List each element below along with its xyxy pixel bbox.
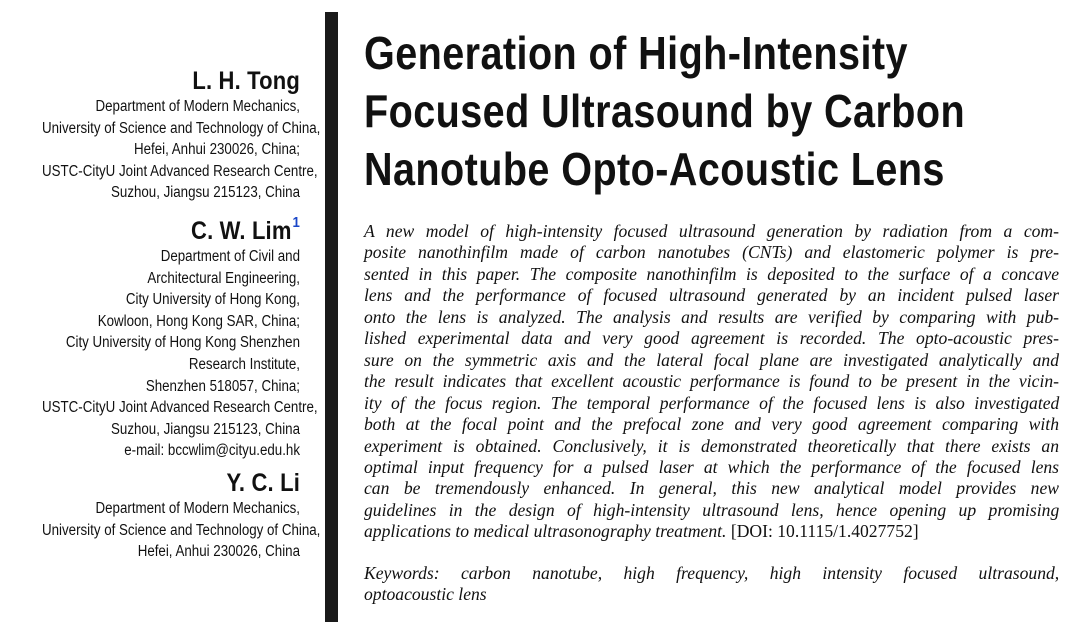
abstract-line: A new model of high-intensity focused ultrasound generation by radiation from a com- xyxy=(364,221,1059,241)
abstract xyxy=(364,221,1059,543)
title-line: Focused Ultrasound by Carbon xyxy=(364,85,966,137)
vertical-divider-bar xyxy=(325,12,338,622)
affiliation-line: Department of Civil and xyxy=(160,247,300,265)
abstract-line: guidelines in the design of high-intensity ultrasound lens, hence opening up promising xyxy=(364,499,1060,520)
author-name: C. W. Lim$^1$ xyxy=(191,213,300,245)
doi-link[interactable]: [DOI: 10.1115/1.4027752] xyxy=(730,521,919,542)
title-line: Nanotube Opto-Acoustic Lens xyxy=(364,143,945,195)
abstract-line: posite nanothinfilm made of carbon nanotubes (CNTs) and elastomeric polymer is pre- xyxy=(364,242,1060,263)
keywords-line: Keywords: carbon nanotube, high frequency, high intensity focused ultrasound, xyxy=(364,563,1060,583)
keywords xyxy=(364,563,1059,606)
abstract-line: ity of the focus region. The temporal performance of the focused lens is also investigated xyxy=(364,392,1060,413)
author-list xyxy=(0,66,321,567)
affiliation-line: Research Institute, xyxy=(188,355,300,373)
abstract-line-text: applications to medical ultrasonography treatment. xyxy=(364,521,727,542)
abstract-line: both at the focal point and the prefocal zone and very good agreement comparing with xyxy=(364,414,1059,435)
affiliation-line: Suzhou, Jiangsu 215123, China xyxy=(111,184,300,202)
affiliation-line: Shenzhen 518057, China; xyxy=(145,377,300,395)
abstract-line: experiment is obtained. Conclusively, it is demonstrated theoretically that there exists an xyxy=(364,435,1059,456)
abstract-line: the result indicates that excellent acoustic performance is found to be present in the vicin- xyxy=(364,371,1059,392)
abstract-line: onto the lens is analyzed. The analysis and results are verified by comparing with pub- xyxy=(364,306,1060,327)
paper-title xyxy=(364,24,966,198)
abstract-line: optimal input frequency for a pulsed laser at which the performance of the focused lens xyxy=(364,456,1060,477)
keywords-line: optoacoustic lens xyxy=(364,584,487,605)
abstract-line: can be tremendously enhanced. In general, this new analytical model provides new xyxy=(364,478,1059,499)
abstract-line: sented in this paper. The composite nanothinfilm is deposited to the surface of a concave xyxy=(364,263,1060,284)
abstract-line: lens and the performance of focused ultrasound generated by an incident pulsed laser xyxy=(364,285,1059,306)
title-line: Generation of High-Intensity xyxy=(364,27,908,79)
affiliation-line: University of Science and Technology of China, xyxy=(42,521,321,539)
author-name: Y. C. Li xyxy=(226,468,300,497)
affiliation-line: Department of Modern Mechanics, xyxy=(95,499,301,517)
footnote-marker[interactable]: 1 xyxy=(292,213,300,231)
affiliation-line: Hefei, Anhui 230026, China; xyxy=(133,141,300,159)
email-line[interactable]: e-mail: bccwlim@cityu.edu.hk xyxy=(124,442,300,460)
affiliation-line: USTC-CityU Joint Advanced Research Centre, xyxy=(42,162,318,180)
affiliation-line: Hefei, Anhui 230026, China xyxy=(137,543,300,561)
affiliation-line: Suzhou, Jiangsu 215123, China xyxy=(111,420,300,438)
author-name: L. H. Tong xyxy=(192,67,300,95)
affiliation-line: University of Science and Technology of China, xyxy=(42,119,321,137)
affiliation-line: Kowloon, Hong Kong SAR, China; xyxy=(97,312,300,330)
abstract-line xyxy=(364,521,1059,542)
affiliation-line: City University of Hong Kong Shenzhen xyxy=(65,334,300,352)
abstract-line: sure on the symmetric axis and the lateral focal plane are investigated analytically and xyxy=(364,349,1059,370)
author-block xyxy=(0,468,321,563)
affiliation-line: USTC-CityU Joint Advanced Research Centre, xyxy=(42,399,318,417)
affiliation-line: Architectural Engineering, xyxy=(147,269,300,287)
affiliation-line: City University of Hong Kong, xyxy=(125,291,300,309)
author-block xyxy=(0,66,321,204)
affiliation-line: Department of Modern Mechanics, xyxy=(95,98,301,115)
abstract-line: lished experimental data and very good agreement is recorded. The opto-acoustic pres- xyxy=(364,328,1059,349)
author-block xyxy=(0,208,318,462)
